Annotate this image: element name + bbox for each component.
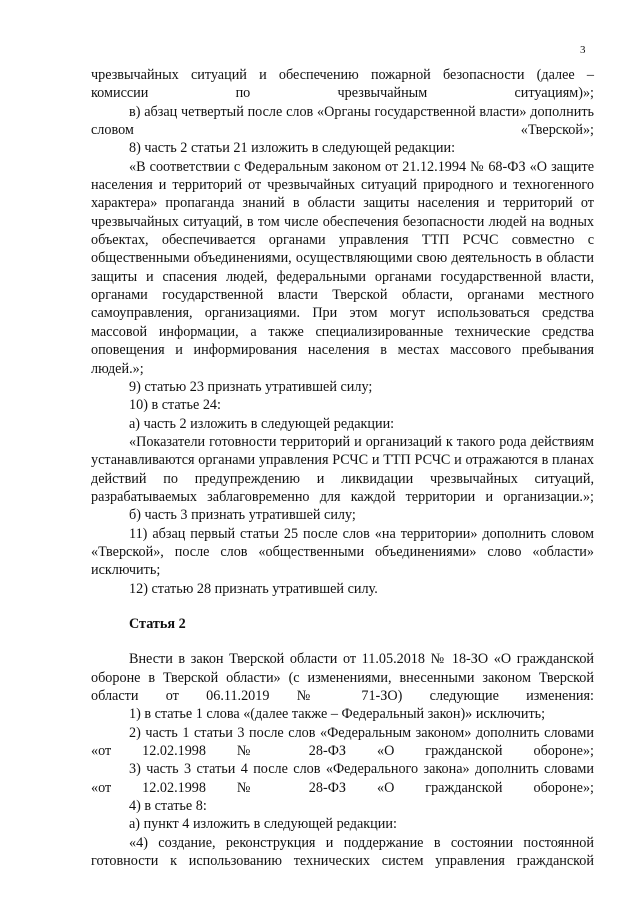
paragraph: 10) в статье 24:: [129, 397, 221, 414]
paragraph: 11) абзац первый статьи 25 после слов «на территории» дополнить словом «Тверской», после слов «общественными объединениями» слово «области» исключить;: [91, 525, 594, 579]
paragraph: 1) в статье 1 слова «(далее также – Федеральный закон)» исключить;: [129, 706, 546, 723]
document-body: [91, 66, 594, 870]
paragraph: в) абзац четвертый после слов «Органы государственной власти» дополнить словом «Тверской»;: [91, 103, 594, 139]
paragraph: «В соответствии с Федеральным законом от 21.12.1994 № 68-ФЗ «О защите населения и территорий от чрезвычайных ситуаций природного и техногенного характера» пропаганда знаний в области защиты населения и территорий от чрезвычайных ситуаций, в том числе обеспечения безопасности людей на водных объектах, обеспечивается органами управления ТТП РСЧС совместно с общественными объединениями, осуществляющими свою деятельность в области защиты и спасения людей, федеральными органами государственной власти, органами государственной власти Тверской области, органами местного самоуправления, организациями. При этом могут использоваться средства массовой информации, а также специализированные технические средства оповещения и информирования населения в местах массового пребывания людей.»;: [91, 158, 594, 377]
article-heading: Статья 2: [129, 615, 186, 632]
paragraph: б) часть 3 признать утратившей силу;: [129, 507, 356, 524]
page-number: 3: [580, 44, 586, 56]
paragraph: 4) в статье 8:: [129, 798, 207, 815]
paragraph: Внести в закон Тверской области от 11.05.2018 № 18-ЗО «О гражданской обороне в Тверской области» (с изменениями, внесенными законом Тверской области от 06.11.2019 № 71-ЗО) следующие изменения:: [91, 651, 594, 704]
paragraph: 2) часть 1 статьи 3 после слов «Федеральным законом» дополнить словами «от 12.02.1998 № 28-ФЗ «О гражданской обороне»;: [91, 724, 594, 760]
paragraph: 8) часть 2 статьи 21 изложить в следующей редакции:: [129, 140, 456, 157]
paragraph: 3) часть 3 статьи 4 после слов «Федерального закона» дополнить словами «от 12.02.1998 № 28-ФЗ «О гражданской обороне»;: [91, 761, 594, 796]
paragraph: чрезвычайных ситуаций и обеспечению пожарной безопасности (далее – комиссии по чрезвычайным ситуациям)»;: [91, 67, 594, 102]
paragraph: а) часть 2 изложить в следующей редакции:: [129, 415, 395, 432]
paragraph: а) пункт 4 изложить в следующей редакции:: [129, 816, 397, 833]
paragraph: 12) статью 28 признать утратившей силу.: [129, 580, 378, 597]
paragraph: 9) статью 23 признать утратившей силу;: [129, 378, 373, 395]
paragraph: «Показатели готовности территорий и организаций к такого рода действиям устанавливаются органами управления РСЧС и ТТП РСЧС и отражаются в планах действий по предупреждению и ликвидации чрезвычайных ситуаций, разрабатываемых заблаговременно для каждой территории и организации.»;: [91, 433, 594, 505]
paragraph: «4) создание, реконструкция и поддержание в состоянии постоянной готовности к использованию технических систем управления гражданской: [91, 834, 594, 870]
